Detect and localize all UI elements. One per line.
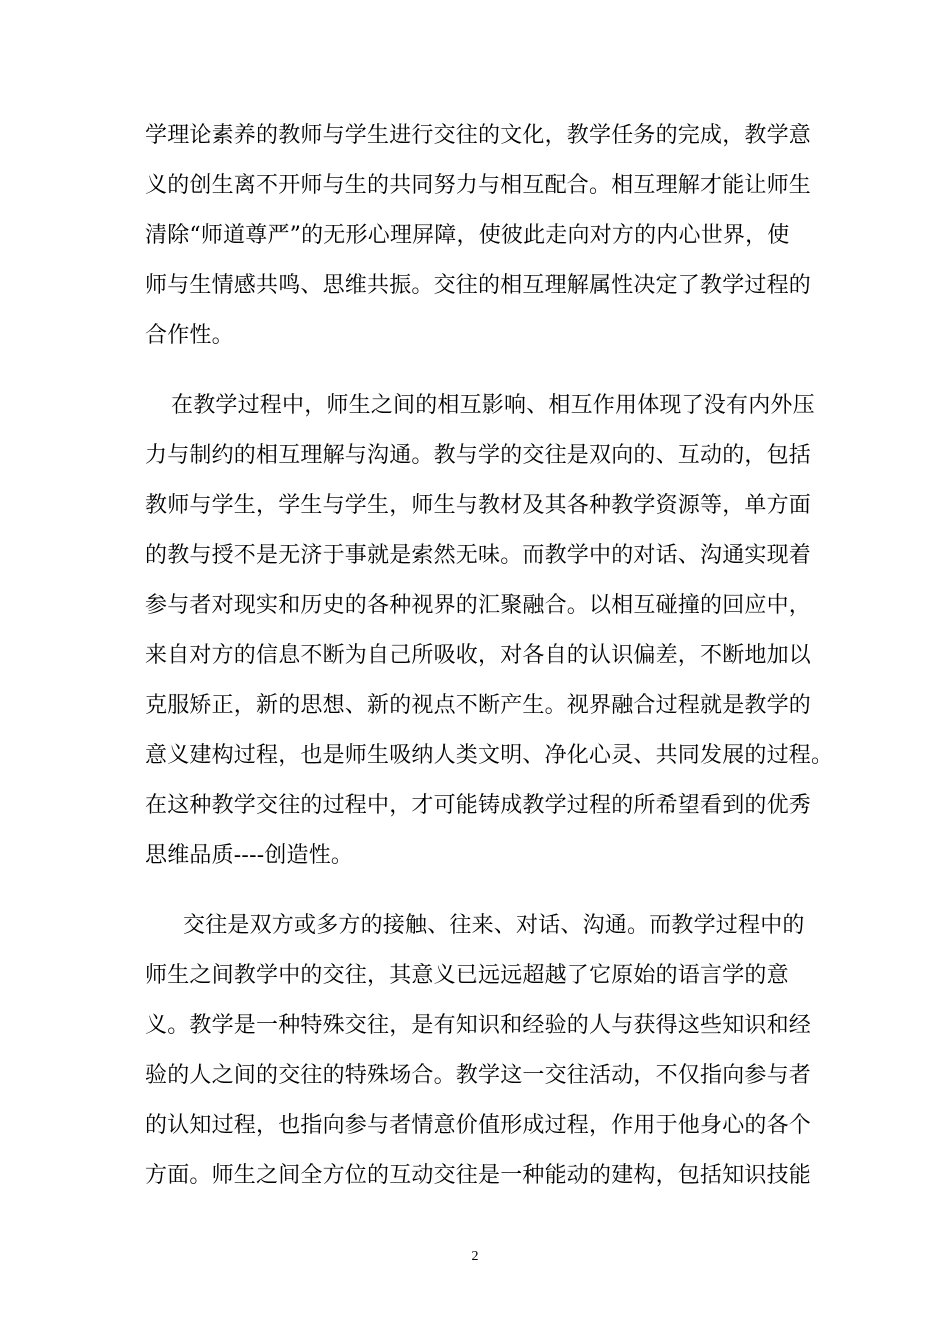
paragraph-2-line-10: 思维品质----创造性。	[145, 843, 354, 868]
paragraph-2-line-4: 的教与授不是无济于事就是索然无味。而教学中的对话、沟通实现着	[145, 543, 812, 568]
paragraph-3-line-2: 师生之间教学中的交往，其意义已远远超越了它原始的语言学的意	[145, 963, 789, 988]
page-number: 2	[471, 1249, 479, 1264]
paragraph-1-line-1: 学理论素养的教师与学生进行交往的文化，教学任务的完成，教学意	[145, 123, 812, 148]
paragraph-2-line-1: 在教学过程中，师生之间的相互影响、相互作用体现了没有内外压	[171, 393, 815, 418]
paragraph-1-line-5: 合作性。	[145, 323, 234, 348]
paragraph-1-line-2: 义的创生离不开师与生的共同努力与相互配合。相互理解才能让师生	[145, 173, 812, 198]
paragraph-2-line-3: 教师与学生，学生与学生，师生与教材及其各种教学资源等，单方面	[145, 493, 812, 518]
paragraph-1-line-3: 清除“师道尊严”的无形心理屏障，使彼此走向对方的内心世界，使	[145, 223, 790, 248]
paragraph-2-line-9: 在这种教学交往的过程中，才可能铸成教学过程的所希望看到的优秀	[145, 793, 812, 818]
paragraph-3-line-6: 方面。师生之间全方位的互动交往是一种能动的建构，包括知识技能	[145, 1163, 812, 1188]
paragraph-1-line-4: 师与生情感共鸣、思维共振。交往的相互理解属性决定了教学过程的	[145, 273, 812, 298]
paragraph-3-line-1: 交往是双方或多方的接触、往来、对话、沟通。而教学过程中的	[183, 913, 805, 938]
paragraph-3-line-3: 义。教学是一种特殊交往，是有知识和经验的人与获得这些知识和经	[145, 1013, 812, 1038]
paragraph-2-line-6: 来自对方的信息不断为自己所吸收，对各自的认识偏差，不断地加以	[145, 643, 812, 668]
paragraph-3-line-5: 的认知过程，也指向参与者情意价值形成过程，作用于他身心的各个	[145, 1113, 812, 1138]
paragraph-2-line-7: 克服矫正，新的思想、新的视点不断产生。视界融合过程就是教学的	[145, 693, 812, 718]
paragraph-2-line-8: 意义建构过程，也是师生吸纳人类文明、净化心灵、共同发展的过程。	[145, 743, 834, 768]
paragraph-3-line-4: 验的人之间的交往的特殊场合。教学这一交往活动，不仅指向参与者	[145, 1063, 812, 1088]
paragraph-2-line-2: 力与制约的相互理解与沟通。教与学的交往是双向的、互动的，包括	[145, 443, 812, 468]
paragraph-2-line-5: 参与者对现实和历史的各种视界的汇聚融合。以相互碰撞的回应中，	[145, 593, 812, 618]
